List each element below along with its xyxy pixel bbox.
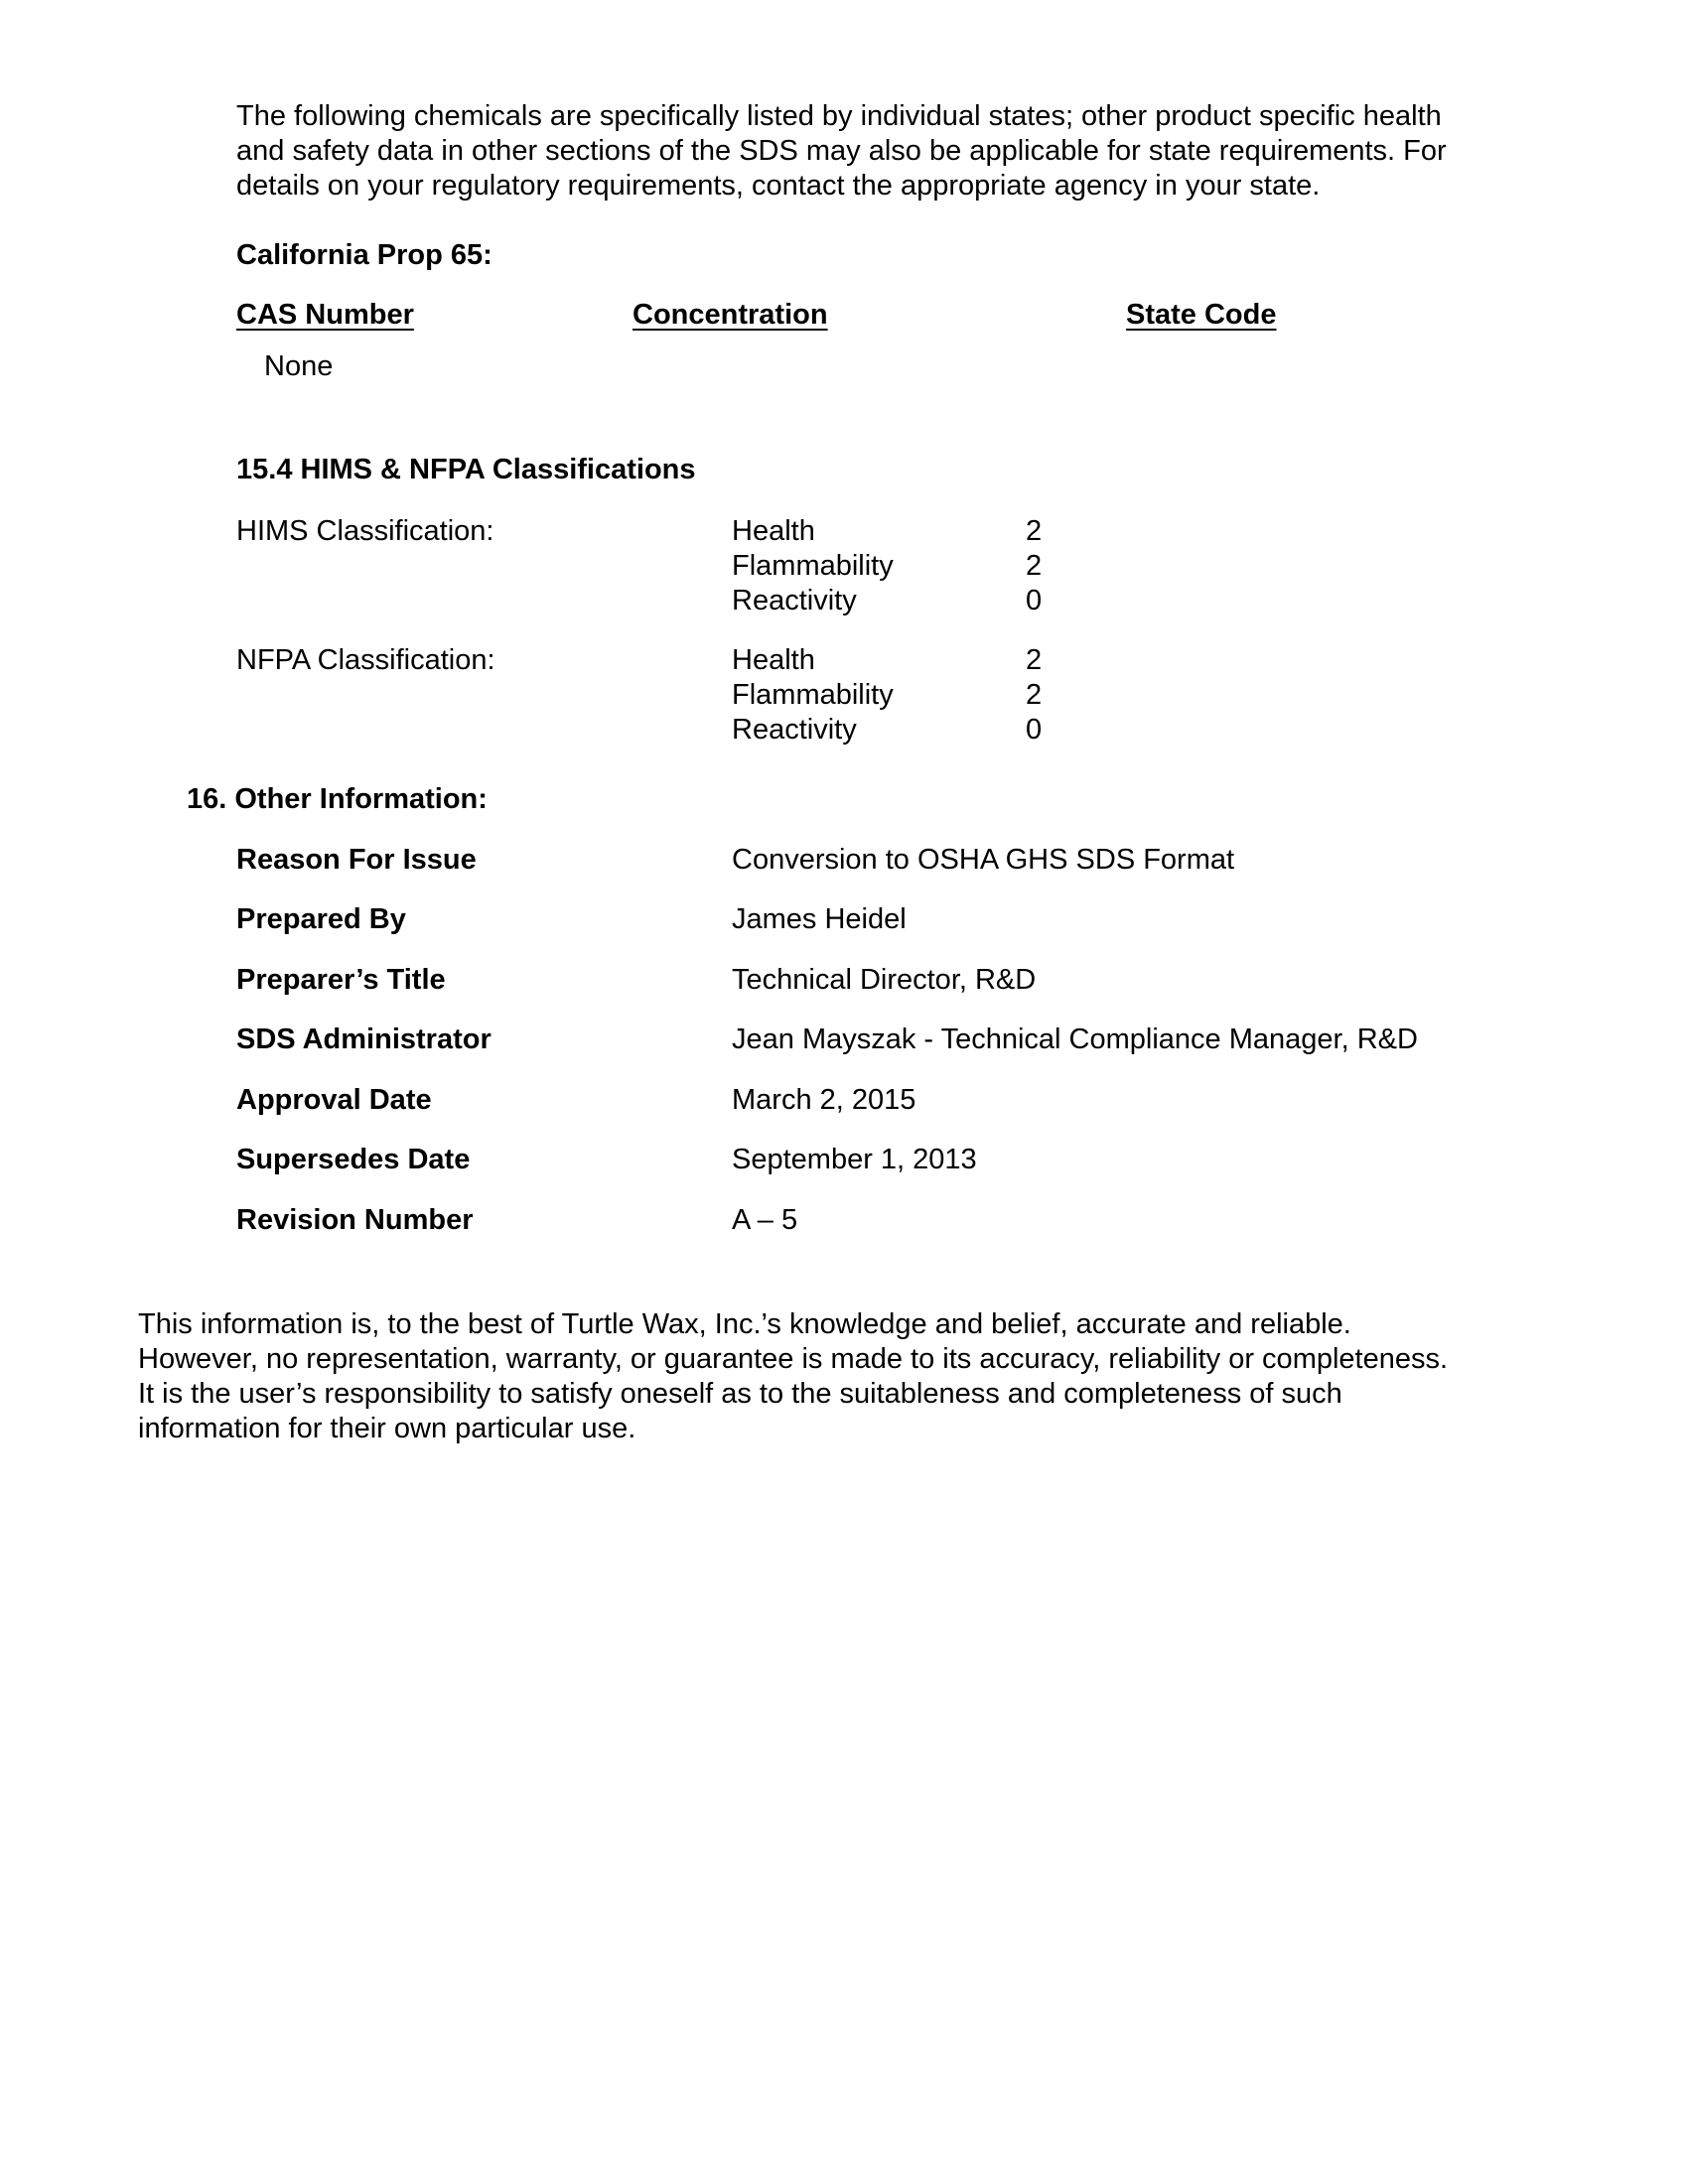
reason-for-issue-label: Reason For Issue	[236, 844, 477, 876]
paragraph-line: details on your regulatory requirements, contact the appropriate agency in your state.	[236, 170, 1321, 202]
nfpa-classification-label: NFPA Classification:	[236, 644, 495, 676]
paragraph-line: However, no representation, warranty, or guarantee is made to its accuracy, reliability or completeness.	[138, 1343, 1449, 1375]
hims-classification-label: HIMS Classification:	[236, 515, 494, 547]
prop65-value: None	[264, 350, 334, 382]
hims-health-value: 2	[1026, 515, 1043, 547]
nfpa-flammability-value: 2	[1026, 679, 1043, 711]
revision-number-value: A – 5	[732, 1204, 798, 1236]
hims-reactivity-value: 0	[1026, 585, 1043, 616]
nfpa-flammability-label: Flammability	[732, 679, 894, 711]
cas-number-column-header: CAS Number	[236, 299, 414, 331]
paragraph-line: This information is, to the best of Turtle Wax, Inc.’s knowledge and belief, accurate and reliable.	[138, 1308, 1351, 1340]
hims-flammability-value: 2	[1026, 550, 1043, 582]
supersedes-date-label: Supersedes Date	[236, 1144, 471, 1175]
paragraph-line: It is the user’s responsibility to satisfy oneself as to the suitableness and completeness of such	[138, 1378, 1342, 1410]
nfpa-reactivity-label: Reactivity	[732, 714, 857, 746]
approval-date-label: Approval Date	[236, 1084, 432, 1116]
prop65-heading: California Prop 65:	[236, 239, 492, 271]
state-code-column-header: State Code	[1126, 299, 1277, 331]
concentration-column-header: Concentration	[633, 299, 828, 331]
paragraph-line: and safety data in other sections of the SDS may also be applicable for state requirements. For	[236, 135, 1447, 167]
supersedes-date-value: September 1, 2013	[732, 1144, 977, 1175]
nfpa-reactivity-value: 0	[1026, 714, 1043, 746]
prepared-by-label: Prepared By	[236, 903, 406, 935]
hims-flammability-label: Flammability	[732, 550, 894, 582]
classifications-heading: 15.4 HIMS & NFPA Classifications	[236, 454, 696, 485]
reason-for-issue-value: Conversion to OSHA GHS SDS Format	[732, 844, 1235, 876]
other-information-heading: 16. Other Information:	[187, 783, 488, 815]
paragraph-line: The following chemicals are specifically listed by individual states; other product specific health	[236, 100, 1442, 132]
preparers-title-value: Technical Director, R&D	[732, 964, 1037, 996]
sds-administrator-label: SDS Administrator	[236, 1024, 492, 1055]
paragraph-line: information for their own particular use.	[138, 1413, 636, 1444]
nfpa-health-label: Health	[732, 644, 815, 676]
sds-administrator-value: Jean Mayszak - Technical Compliance Manager, R&D	[732, 1024, 1418, 1055]
approval-date-value: March 2, 2015	[732, 1084, 916, 1116]
hims-reactivity-label: Reactivity	[732, 585, 857, 616]
revision-number-label: Revision Number	[236, 1204, 474, 1236]
preparers-title-label: Preparer’s Title	[236, 964, 446, 996]
hims-health-label: Health	[732, 515, 815, 547]
disclaimer-paragraph	[138, 1307, 1448, 1446]
prepared-by-value: James Heidel	[732, 903, 907, 935]
state-intro-paragraph	[236, 99, 1447, 204]
nfpa-health-value: 2	[1026, 644, 1043, 676]
